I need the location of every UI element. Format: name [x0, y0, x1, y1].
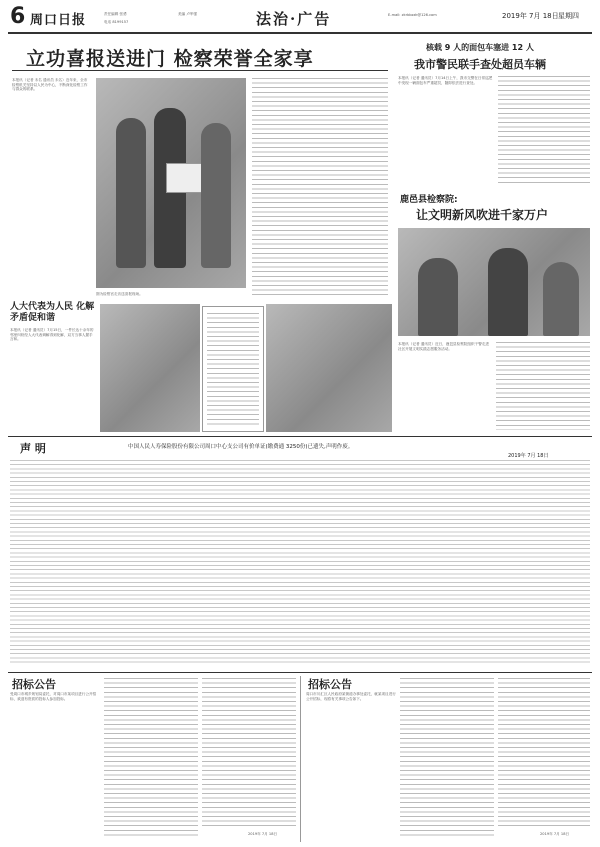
ad-1: [8, 676, 298, 842]
article-4-title: 让文明新风吹进千家万户: [416, 208, 549, 222]
article-2-title: 人大代表为人民 化解矛盾促和谐: [10, 302, 95, 323]
middle-note-box: [202, 306, 264, 432]
designer-credit: 美编 卢军强: [178, 12, 198, 16]
person-figure-icon: [201, 123, 231, 268]
issue-date: 2019年 7月 18日: [502, 12, 559, 20]
statement-top-rule: [8, 436, 592, 437]
person-figure-icon: [116, 118, 146, 268]
article-4: [396, 192, 592, 432]
article-1: [8, 38, 392, 300]
ad-1-body-col2: [104, 678, 198, 838]
ad-1-date: 2019年 7月 18日: [248, 832, 278, 836]
masthead-rule: [8, 32, 592, 34]
article-1-title: 立功喜报送进门 检察荣誉全家享: [26, 48, 314, 70]
title-underline: [12, 70, 388, 71]
ad-1-title: 招标公告: [12, 678, 56, 691]
ad-1-body-col3: [202, 678, 296, 828]
article-4-kicker: 鹿邑县检察院:: [400, 195, 458, 205]
article-1-body-col1: 本报讯（记者 未名 通讯员 未名）近年来，全市检察机关坚持以人民为中心，不断深化检察工作与群众的联系。: [12, 78, 88, 92]
statement-number-table: [10, 460, 590, 666]
person-figure-icon: [543, 262, 579, 336]
person-figure-icon: [418, 258, 458, 336]
ad-2-body: 周口市川汇区人民政府某街道办事处委托，就某项目进行公开招标，现将有关事项公告如下。: [306, 692, 396, 701]
ad-2: [304, 676, 592, 842]
statement-body: 中国人民人寿保险股份有限公司周口中心支公司有价单证(缴费通 3250份)已遗失,声明作废。: [128, 444, 354, 450]
issue-weekday: 星期四: [558, 12, 579, 20]
masthead: [8, 6, 592, 32]
page-number: 6: [10, 4, 26, 29]
article-3-body-col2: [498, 76, 590, 184]
statement-date: 2019年 7月 18日: [508, 453, 549, 459]
person-figure-icon: [488, 248, 528, 336]
ad-2-date: 2019年 7月 18日: [540, 832, 570, 836]
article-1-photo: [96, 78, 246, 288]
statement-block: [8, 440, 592, 670]
article-3-body: 本报讯（记者 通讯员）7月14日上午，我市交警在日常巡逻中发现一辆面包车严重超员，随即依法进行查处。: [398, 76, 493, 85]
ad-1-body: 受周口市城乡规划局委托，对周口市某项目进行公开招标，欢迎有资质的投标人参加投标。: [10, 692, 97, 701]
article-4-body-col2: [496, 342, 590, 430]
article-4-photo: [398, 228, 590, 336]
article-3-title: 我市警民联手查处超员车辆: [414, 58, 546, 71]
middle-photo-left: [100, 304, 200, 432]
article-1-body-col2: [252, 78, 388, 298]
article-1-photo-caption: 图为检察官走访送喜报现场。: [96, 292, 143, 296]
ad-2-body-col2: [400, 678, 494, 838]
middle-photo-right: [266, 304, 392, 432]
phone-credit: 电话 8199157: [104, 20, 129, 24]
paper-name: 周口日报: [30, 13, 87, 28]
ad-2-title: 招标公告: [308, 678, 352, 691]
ad-2-body-col3: [498, 678, 590, 828]
section-title: 法治·广告: [256, 10, 332, 28]
article-3: [396, 38, 592, 188]
article-3-kicker: 核载 9 人的面包车塞进 12 人: [426, 43, 534, 52]
note-box-text: [207, 313, 259, 425]
email-credit: E-mail: zkrbbzzk@126.com: [388, 13, 437, 17]
ads-column-divider: [300, 676, 301, 842]
ads-top-rule: [8, 672, 592, 673]
editor-credit: 责任编辑 张勇: [104, 12, 127, 16]
article-2-body: 本报讯（记者 通讯员）7月15日，一件长达十余年的邻里纠纷经人大代表调解得到化解，双方当事人握手言和。: [10, 328, 94, 342]
article-4-body: 本报讯（记者 通讯员）近日，鹿邑县检察院组织干警走进社区开展文明实践志愿服务活动。: [398, 342, 489, 351]
statement-title: 声 明: [20, 442, 46, 455]
article-2: [8, 302, 98, 432]
